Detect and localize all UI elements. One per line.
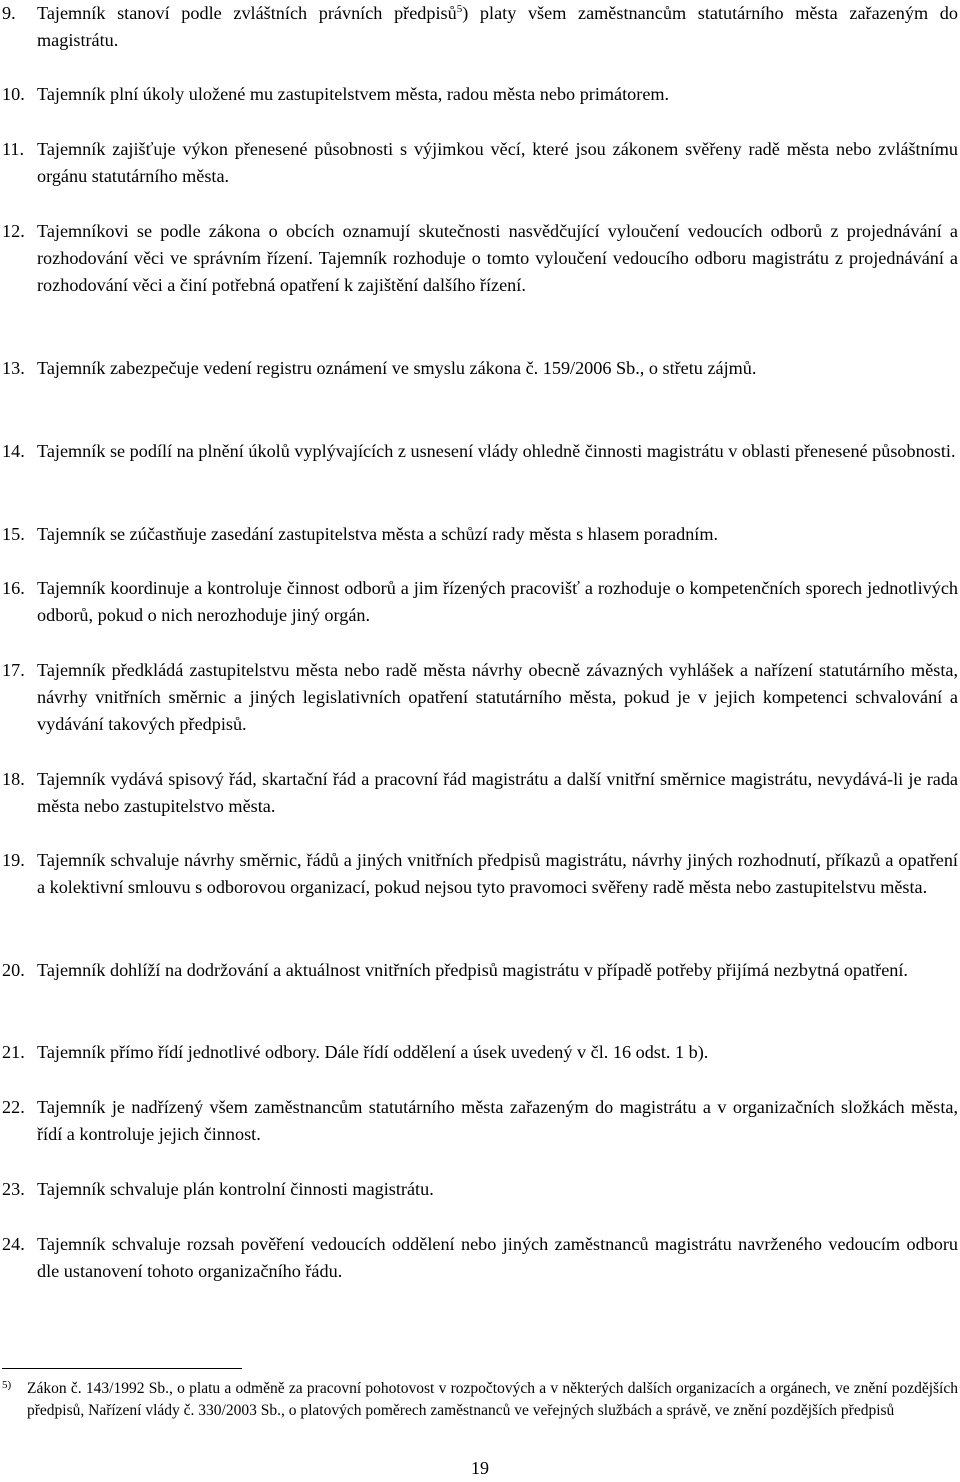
list-item xyxy=(0,847,958,901)
list-item xyxy=(0,1039,958,1066)
page-number: 19 xyxy=(471,1458,489,1478)
item-text: Tajemník schvaluje plán kontrolní činnosti magistrátu. xyxy=(37,1179,434,1199)
item-text: Tajemník se podílí na plnění úkolů vyplývajících z usnesení vlády ohledně činnosti magistrátu v oblasti přenesené působnosti. xyxy=(37,441,956,461)
item-number: 24. xyxy=(2,1234,25,1254)
footnote-text: Zákon č. 143/1992 Sb., o platu a odměně za pracovní pohotovost v rozpočtových a v některých dalších organizacích a orgánech, ve znění pozdějších předpisů, Nařízení vlády č. 330/2003 Sb., o platových poměrech zaměstnanců ve veřejných službách a správě, ve znění pozdějších předpisů xyxy=(27,1380,958,1419)
item-text: Tajemník zajišťuje výkon přenesené působnosti s výjimkou věcí, které jsou zákonem svěřeny radě města nebo zvláštnímu orgánu statutárního města. xyxy=(37,139,958,186)
item-number: 22. xyxy=(2,1097,25,1117)
list-item xyxy=(0,766,958,820)
item-number: 17. xyxy=(2,660,25,680)
item-text: Tajemník stanoví podle zvláštních právních předpisů$^5$) platy všem zaměstnancům statutárního města zařazeným do magistrátu. xyxy=(37,3,958,50)
item-text: Tajemník koordinuje a kontroluje činnost odborů a jim řízených pracovišť a rozhoduje o kompetenčních sporech jednotlivých odborů, pokud o nich nerozhoduje jiný orgán. xyxy=(37,578,958,625)
item-text: Tajemník plní úkoly uložené mu zastupitelstvem města, radou města nebo primátorem. xyxy=(37,84,670,104)
list-item xyxy=(0,0,958,54)
footnote xyxy=(0,1378,958,1422)
list-item xyxy=(0,1231,958,1285)
item-text: Tajemník se zúčastňuje zasedání zastupitelstva města a schůzí rady města s hlasem poradním. xyxy=(37,524,719,544)
list-item xyxy=(0,1094,958,1148)
item-number: 10. xyxy=(2,84,25,104)
item-number: 13. xyxy=(2,358,25,378)
item-number: 14. xyxy=(2,441,25,461)
list-item xyxy=(0,521,958,548)
item-number: 12. xyxy=(2,221,25,241)
item-text: Tajemník vydává spisový řád, skartační řád a pracovní řád magistrátu a další vnitřní směrnice magistrátu, nevydává-li je rada města nebo zastupitelstvo města. xyxy=(37,769,958,816)
item-number: 21. xyxy=(2,1042,25,1062)
item-text: Tajemník schvaluje návrhy směrnic, řádů a jiných vnitřních předpisů magistrátu, návrhy jiných rozhodnutí, příkazů a opatření a kolektivní smlouvu s odborovou organizací, pokud nejsou tyto pravomoci svěřeny radě města nebo zastupitelstvu města. xyxy=(37,850,958,897)
item-number: 19. xyxy=(2,850,25,870)
item-text: Tajemník je nadřízený všem zaměstnancům statutárního města zařazeným do magistrátu a v organizačních složkách města, řídí a kontroluje jejich činnost. xyxy=(37,1097,958,1144)
list-item xyxy=(0,438,958,465)
item-text: Tajemníkovi se podle zákona o obcích oznamují skutečnosti nasvědčující vyloučení vedoucích odborů z projednávání a rozhodování věci ve správním řízení. Tajemník rozhoduje o tomto vyloučení vedoucího odboru magistrátu z projednávání a rozhodování věci a činí potřebná opatření k zajištění dalšího řízení. xyxy=(37,221,958,295)
item-text: Tajemník přímo řídí jednotlivé odbory. Dále řídí oddělení a úsek uvedený v čl. 16 odst. 1 b). xyxy=(37,1042,709,1062)
item-number: 23. xyxy=(2,1179,25,1199)
item-number: 20. xyxy=(2,960,25,980)
footnote-mark: 5) xyxy=(2,1379,12,1391)
footnote-reference[interactable]: 5 xyxy=(456,3,463,15)
item-text: Tajemník dohlíží na dodržování a aktuálnost vnitřních předpisů magistrátu v případě potřeby přijímá nezbytná opatření. xyxy=(37,960,908,980)
item-text: Tajemník předkládá zastupitelstvu města nebo radě města návrhy obecně závazných vyhlášek a nařízení statutárního města, návrhy vnitřních směrnic a jiných legislativních opatření statutárního města, pokud je v jejich kompetenci schvalování a vydávání takových předpisů. xyxy=(37,660,958,734)
item-number: 15. xyxy=(2,524,25,544)
list-item xyxy=(0,575,958,629)
list-item xyxy=(0,355,958,382)
list-item xyxy=(0,136,958,190)
list-item xyxy=(0,957,958,984)
item-number: 9. xyxy=(2,3,16,23)
list-item xyxy=(0,1176,958,1203)
list-item xyxy=(0,81,958,108)
list-item xyxy=(0,657,958,738)
item-text: Tajemník zabezpečuje vedení registru oznámení ve smyslu zákona č. 159/2006 Sb., o střetu zájmů. xyxy=(37,358,757,378)
item-text: Tajemník schvaluje rozsah pověření vedoucích oddělení nebo jiných zaměstnanců magistrátu navrženého vedoucím odboru dle ustanovení tohoto organizačního řádu. xyxy=(37,1234,958,1281)
item-number: 18. xyxy=(2,769,25,789)
item-number: 16. xyxy=(2,578,25,598)
item-number: 11. xyxy=(2,139,25,159)
footnote-separator xyxy=(2,1368,242,1369)
list-item xyxy=(0,218,958,299)
